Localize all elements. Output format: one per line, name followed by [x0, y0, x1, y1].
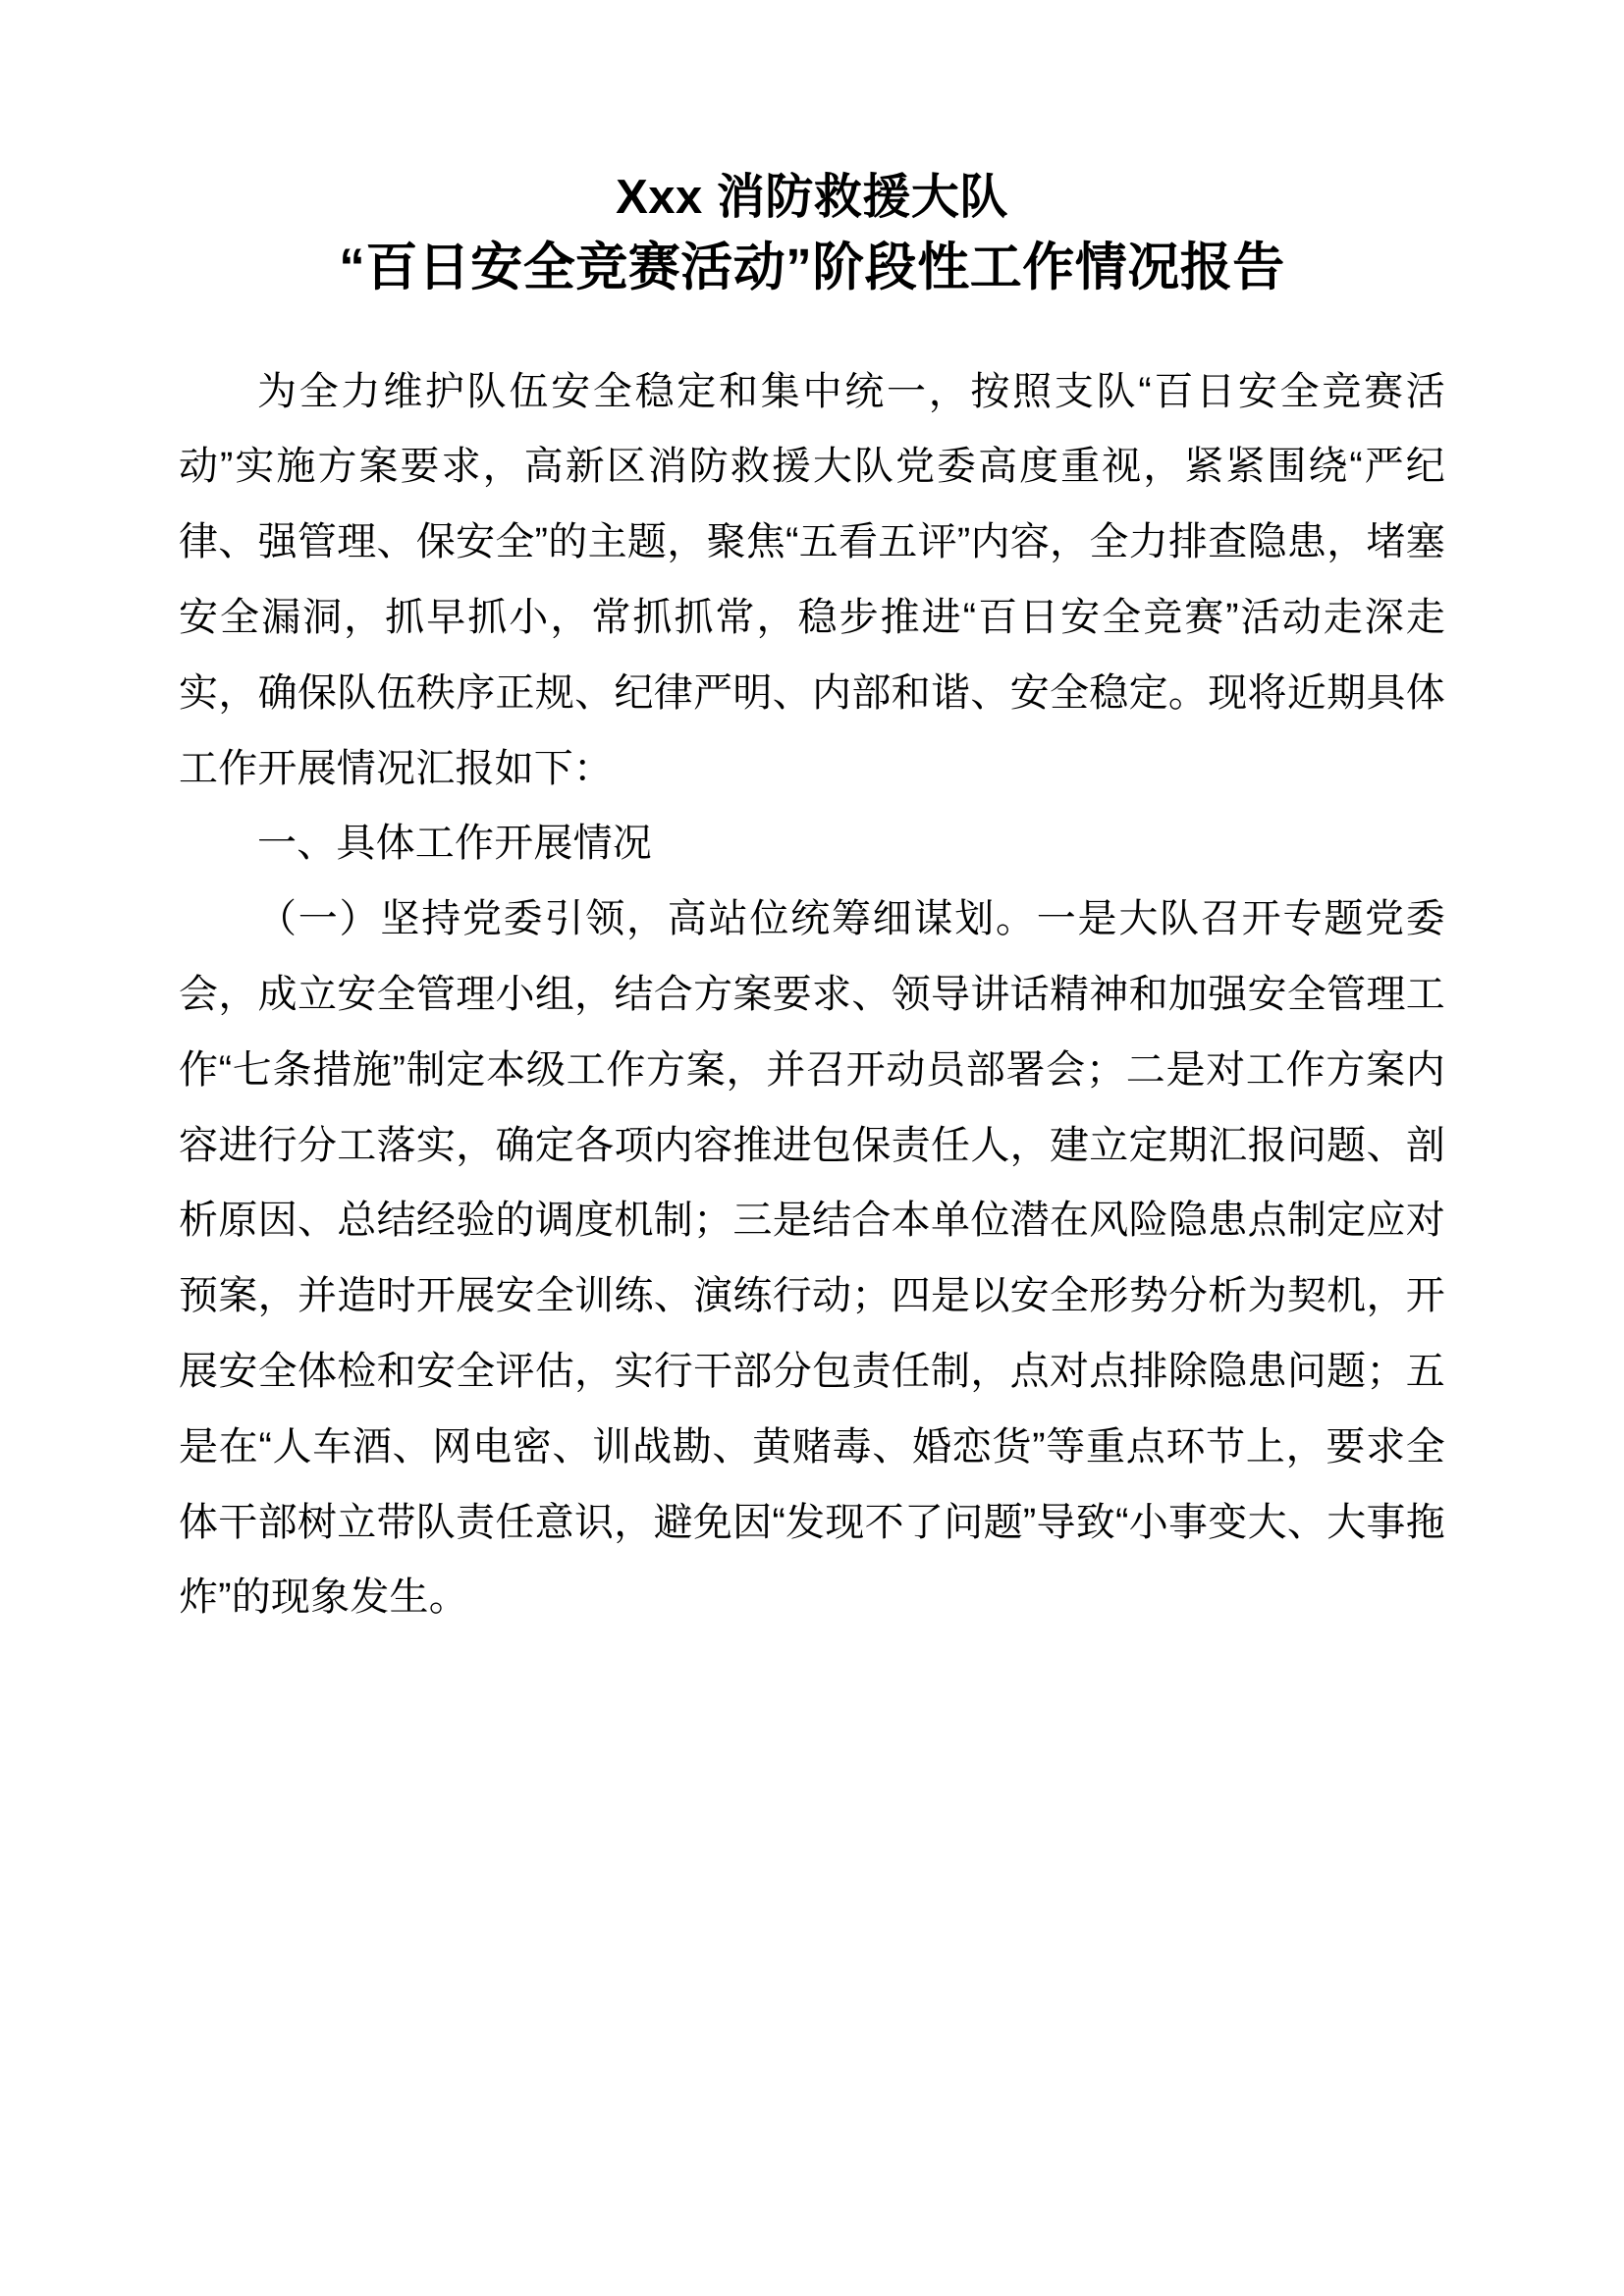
page-title-line-1: Xxx 消防救援大队	[616, 171, 1008, 224]
paragraph-intro: 为全力维护队伍安全稳定和集中统一，按照支队“百日安全竞赛活动”实施方案要求，高新区消防救援大队党委高度重视，紧紧围绕“严纪律、强管理、保安全”的主题，聚焦“五看五评”内容，全力排查隐患，堵塞安全漏洞，抓早抓小，常抓抓常，稳步推进“百日安全竞赛”活动走深走实，确保队伍秩序正规、纪律严明、内部和谐、安全稳定。现将近期具体工作开展情况汇报如下：	[179, 369, 1445, 790]
page-title-line-2: “百日安全竞赛活动”阶段性工作情况报告	[339, 238, 1285, 296]
page-title	[179, 167, 1445, 301]
heading-section-one: 一、具体工作开展情况	[257, 822, 652, 866]
paragraph-section-one-item-one: （一）坚持党委引领，高站位统筹细谋划。一是大队召开专题党委会，成立安全管理小组，结合方案要求、领导讲话精神和加强安全管理工作“七条措施”制定本级工作方案，并召开动员部署会；二是对工作方案内容进行分工落实，确定各项内容推进包保责任人，建立定期汇报问题、剖析原因、总结经验的调度机制；三是结合本单位潜在风险隐患点制定应对预案，并造时开展安全训练、演练行动；四是以安全形势分析为契机，开展安全体检和安全评估，实行干部分包责任制，点对点排除隐患问题；五是在“人车酒、网电密、训战勘、黄赌毒、婚恋货”等重点环节上，要求全体干部树立带队责任意识，避免因“发现不了问题”导致“小事变大、大事拖炸”的现象发生。	[179, 897, 1445, 1620]
document-body	[179, 354, 1445, 1636]
